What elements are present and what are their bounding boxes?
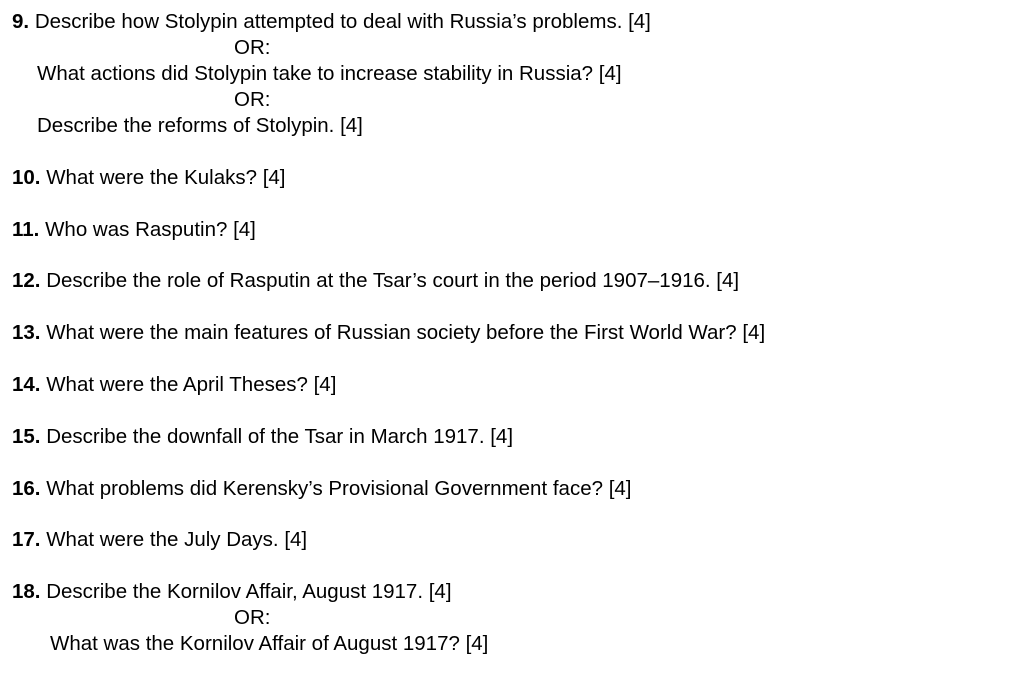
question-18-alternative-1: What was the Kornilov Affair of August 1917? [4] xyxy=(50,632,489,655)
question-text: Describe how Stolypin attempted to deal with Russia’s problems. [4] xyxy=(34,10,651,33)
question-12 xyxy=(12,269,739,293)
question-11 xyxy=(12,218,256,242)
question-number: 10. xyxy=(12,166,41,189)
question-number: 14. xyxy=(12,373,41,396)
question-number: 12. xyxy=(12,269,41,292)
question-9 xyxy=(12,10,651,34)
question-number: 15. xyxy=(12,425,41,448)
question-text: Describe the role of Rasputin at the Tsar’s court in the period 1907–1916. [4] xyxy=(46,269,740,292)
question-text: Who was Rasputin? [4] xyxy=(45,218,256,241)
question-18 xyxy=(12,580,452,604)
question-number: 11. xyxy=(12,218,40,241)
question-number: 13. xyxy=(12,321,41,344)
question-text: Describe the Kornilov Affair, August 1917. [4] xyxy=(46,580,452,603)
or-separator: OR: xyxy=(234,606,271,629)
question-text: What problems did Kerensky’s Provisional Government face? [4] xyxy=(46,477,632,500)
question-15 xyxy=(12,425,513,449)
or-separator: OR: xyxy=(234,88,271,111)
question-16 xyxy=(12,477,631,501)
question-text: Describe the downfall of the Tsar in March 1917. [4] xyxy=(46,425,514,448)
question-text: What were the July Days. [4] xyxy=(46,528,308,551)
question-9-alternative-2: Describe the reforms of Stolypin. [4] xyxy=(37,114,363,137)
question-9-alternative-1: What actions did Stolypin take to increase stability in Russia? [4] xyxy=(37,62,622,85)
question-number: 17. xyxy=(12,528,41,551)
question-number: 16. xyxy=(12,477,41,500)
question-text: What were the Kulaks? [4] xyxy=(46,166,286,189)
or-separator: OR: xyxy=(234,36,271,59)
question-text: What were the main features of Russian society before the First World War? [4] xyxy=(46,321,766,344)
question-10 xyxy=(12,166,286,190)
question-14 xyxy=(12,373,336,397)
question-13 xyxy=(12,321,765,345)
question-text: What were the April Theses? [4] xyxy=(46,373,337,396)
question-number: 9. xyxy=(12,10,30,33)
question-17 xyxy=(12,528,307,552)
question-number: 18. xyxy=(12,580,41,603)
